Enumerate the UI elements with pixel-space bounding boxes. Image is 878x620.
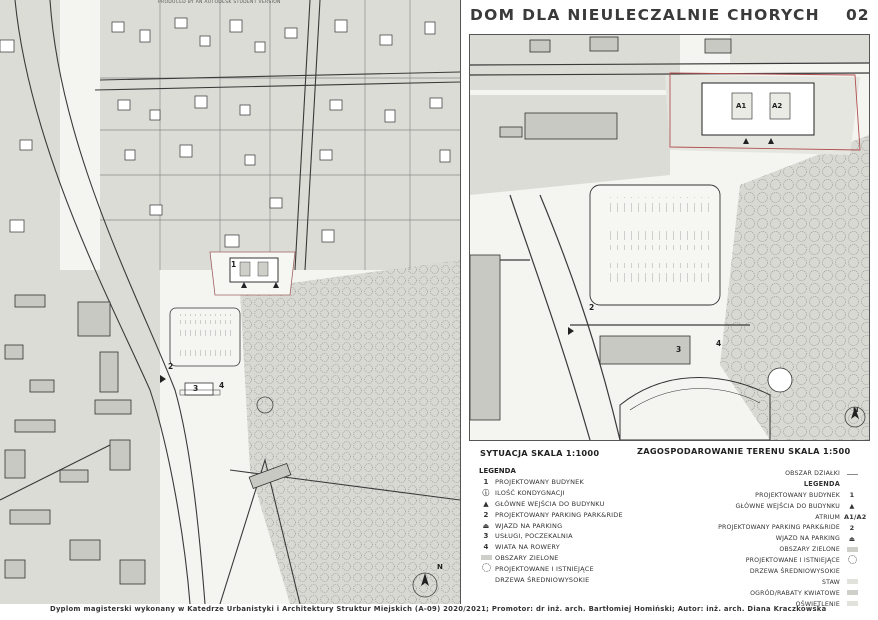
north-arrow-label: N <box>853 406 859 414</box>
site-plan-legend-title: LEGENDA <box>479 467 516 475</box>
north-arrow-label: N <box>437 563 443 571</box>
legend-item: 3 USŁUGI, POCZEKALNIA <box>483 532 573 541</box>
legend-item: ATRIUM A1/A2 <box>815 513 867 521</box>
legend-item: DRZEWA ŚREDNIOWYSOKIE <box>749 567 840 575</box>
legend-item: OBSZARY ZIELONE <box>477 553 647 564</box>
legend-item: ⏏ WJAZD NA PARKING <box>482 521 563 530</box>
green-area-swatch-icon <box>847 547 858 552</box>
services-label: 3 <box>193 384 199 393</box>
page-title: DOM DLA NIEULECZALNIE CHORYCH <box>470 6 820 24</box>
legend-item: 4 WIATA NA ROWERY <box>483 543 560 552</box>
legend-item: OBSZARY ZIELONE <box>650 544 860 555</box>
lighting-swatch-icon <box>847 601 858 606</box>
garden-swatch-icon <box>847 590 858 595</box>
bike-shelter-label: 4 <box>219 381 225 390</box>
legend-item: 2 PROJEKTOWANY PARKING PARK&RIDE <box>483 510 623 519</box>
tree-symbol-icon <box>482 563 491 572</box>
atrium-a1-label: A1 <box>736 102 747 110</box>
building-label: 1 <box>231 260 237 269</box>
footer-credits: Dyplom magisterski wykonany w Katedrze Urbanistyki i Architektury Struktur Miejskich (A-09) 2020/2021; Promotor: dr inż. arch. Bartłomiej Homiński; Autor: inż. arch. Diana Kraczkowska <box>50 605 827 613</box>
services-label: 3 <box>676 345 682 354</box>
legend-item: ⓘ ILOŚĆ KONDYGNACJI <box>482 489 565 498</box>
site-plan-legend <box>477 477 647 585</box>
land-development-legend <box>650 468 867 610</box>
watermark: PRODUCED BY AN AUTODESK STUDENT VERSION <box>158 0 281 5</box>
legend-item: WJAZD NA PARKING ⏏ <box>775 534 856 543</box>
legend-item: ▲ GŁÓWNE WEJŚCIA DO BUDYNKU <box>483 499 605 508</box>
tree-symbol-icon <box>848 555 857 564</box>
legend-item: OGRÓD/RABATY KWIATOWE <box>650 588 860 599</box>
legend-item: OŚWIETLENIE <box>650 599 860 610</box>
legend-item: PROJEKTOWANY PARKING PARK&RIDE 2 <box>718 523 855 532</box>
legend-item: OBSZAR DZIAŁKI <box>650 468 860 479</box>
pond-swatch-icon <box>847 579 858 584</box>
legend-item: DRZEWA ŚREDNIOWYSOKIE <box>495 575 590 584</box>
legend-item: STAW <box>650 577 860 588</box>
plot-boundary-swatch-icon <box>847 474 858 475</box>
legend-item: PROJEKTOWANY BUDYNEK 1 <box>755 491 855 500</box>
atrium-a2-label: A2 <box>772 102 783 110</box>
parking-label: 2 <box>589 303 595 312</box>
legend-item: PROJEKTOWANE I ISTNIEJĄCE <box>650 555 860 566</box>
legend-item: 1 PROJEKTOWANY BUDYNEK <box>483 478 584 487</box>
legend-item: PROJEKTOWANE I ISTNIEJĄCE <box>477 563 647 574</box>
parking-label: 2 <box>168 362 174 371</box>
green-area-swatch-icon <box>481 555 492 560</box>
site-plan-caption: SYTUACJA SKALA 1:1000 <box>480 448 600 458</box>
land-development-caption: ZAGOSPODAROWANIE TERENU SKALA 1:500 <box>637 446 851 456</box>
legend-item: GŁÓWNE WEJŚCIA DO BUDYNKU ▲ <box>735 502 855 511</box>
land-development-map[interactable] <box>469 34 870 441</box>
legend-title: LEGENDA <box>803 480 840 489</box>
sheet-number: 02 <box>846 6 870 24</box>
bike-shelter-label: 4 <box>716 339 722 348</box>
